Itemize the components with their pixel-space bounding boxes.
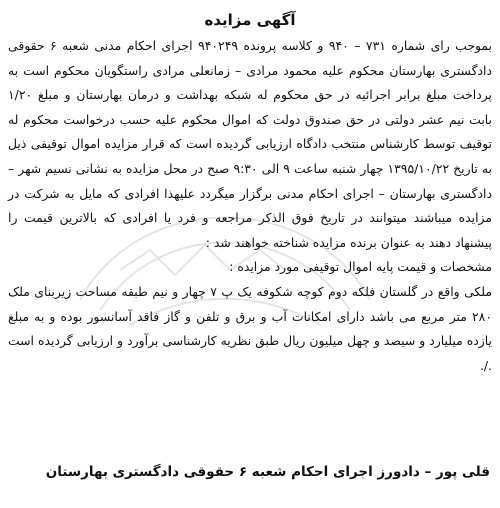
notice-paragraph-ruling: بموجب رای شماره ۷۳۱ – ۹۴۰ و کلاسه پرونده ۹۴۰۲۴۹ اجرای احکام مدنی شعبه ۶ حقوقی دادگستری بهارستان محکوم علیه محمود مرادی – زمانعلی مرادی راستگویان محکوم است به پرداخت مبلغ برابر اجرائیه در حق محکوم له شبکه بهداشت و درمان بهارستان و مبلغ ۱/۲۰ بابت نیم عشر دولتی در حق صندوق دولت که اموال محکوم علیه حسب درخواست محکوم له توقیف توسط کارشناس منتخب دادگاه ارزیابی گردیده است که قرار مزایده اموال توقیفی ذیل به تاریخ ۱۳۹۵/۱۰/۲۲ چهار شنبه ساعت ۹ الی ۹:۳۰ صبح در محل مزایده به نشانی نسیم شهر – دادگستری بهارستان – اجرای احکام مدنی برگزار میگردد علیهذا افرادی که مایل به شرکت در مزایده میباشند میتوانند در تاریخ فوق الذکر مراجعه و فرد یا افرادی که بالاترین قیمت را پیشنهاد دهند به عنوان برنده مزایده شناخته خواهند شد : (8, 38, 493, 250)
notice-paragraph-property: ملکی واقع در گلستان فلکه دوم کوچه شکوفه یک پ ۷ چهار و نیم طبقه مساحت زیربنای ملک ۲۸۰ متر مربع می باشد دارای امکانات آب و برق و تلفن و گاز فاقد آسانسور بوده و به مبلغ یازده میلیارد و سیصد و چهل میلیون ریال طبق نظریه کارشناسی برآورد و ارزیابی گردیده است ./. (8, 283, 493, 373)
notice-body (8, 34, 492, 378)
notice-title: آگهی مزایده (204, 11, 296, 29)
notice-signature: قلی پور – دادورز اجرای احکام شعبه ۶ حقوقی دادگستری بهارستان (45, 464, 490, 480)
notice-paragraph-specs-heading: مشخصات و قیمت پایه اموال توقیفی مورد مزایده : (229, 259, 492, 275)
